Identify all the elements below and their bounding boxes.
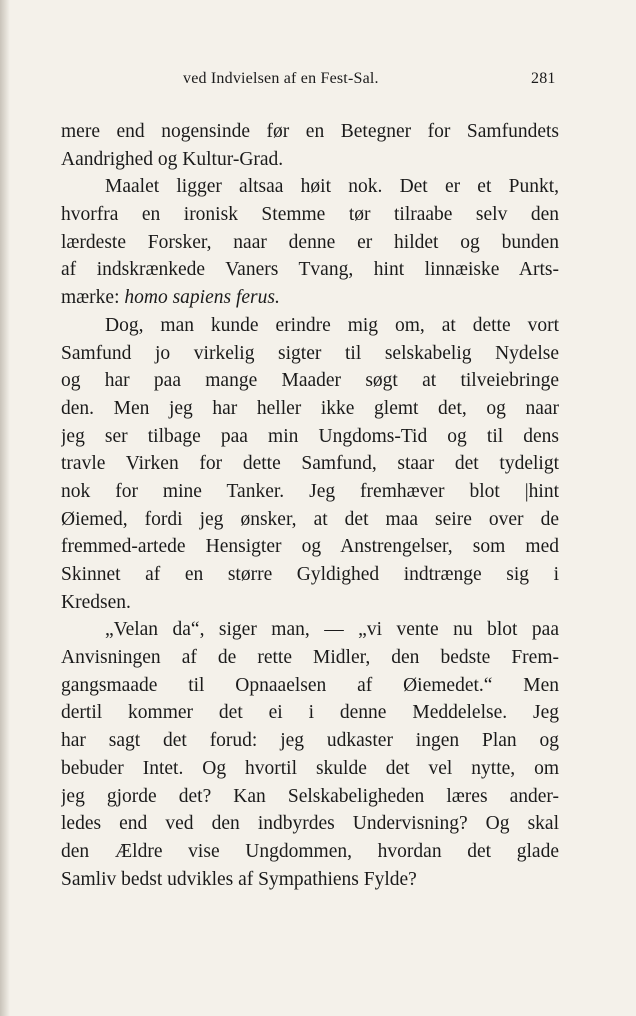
text-line: mere end nogensinde før en Betegner for Samfundets — [61, 121, 559, 142]
text-fragment: mærke: — [61, 287, 120, 309]
text-line: Kredsen. — [61, 591, 131, 613]
page-number: 281 — [531, 70, 556, 87]
italic-phrase: homo sapiens ferus. — [124, 287, 280, 309]
text-line: jeg gjorde det? Kan Selskabeligheden læres ander- — [61, 785, 559, 807]
text-line: og har paa mange Maader søgt at tilveiebringe — [61, 370, 559, 392]
binding-gutter-shadow — [0, 0, 10, 1016]
text-line: har sagt det forud: jeg udkaster ingen Plan og — [61, 730, 559, 752]
text-line: lærdeste Forsker, naar denne er hildet og bunden — [61, 231, 559, 253]
text-line: gangsmaade til Opnaaelsen af Øiemedet.“ Men — [61, 674, 559, 696]
text-line: Samfund jo virkelig sigter til selskabelig Nydelse — [61, 342, 559, 364]
running-head — [0, 70, 636, 94]
text-line: „Velan da“, siger man, — „vi vente nu blot paa — [105, 619, 559, 641]
text-line — [61, 284, 559, 312]
text-line: Aandrighed og Kultur-Grad. — [61, 148, 284, 170]
running-title: ved Indvielsen af en Fest-Sal. — [183, 70, 379, 87]
text-line: bebuder Intet. Og hvortil skulde det vel nytte, om — [61, 757, 559, 779]
text-line: travle Virken for dette Samfund, staar det tydeligt — [61, 453, 559, 475]
text-line: Samliv bedst udvikles af Sympathiens Fylde? — [61, 868, 417, 890]
text-line: Dog, man kunde erindre mig om, at dette vort — [105, 314, 559, 336]
text-line: af indskrænkede Vaners Tvang, hint linnæiske Arts- — [61, 259, 559, 281]
text-line: den. Men jeg har heller ikke glemt det, og naar — [61, 397, 559, 419]
text-line: jeg ser tilbage paa min Ungdoms-Tid og til dens — [61, 425, 559, 447]
text-line: Øiemed, fordi jeg ønsker, at det maa seire over de — [61, 508, 559, 530]
text-line: Skinnet af en større Gyldighed indtrænge sig i — [61, 564, 559, 585]
text-line: nok for mine Tanker. Jeg fremhæver blot |hint — [61, 480, 559, 502]
text-line: hvorfra en ironisk Stemme tør tilraabe selv den — [61, 204, 559, 226]
text-line: ledes end ved den indbyrdes Undervisning? Og skal — [61, 813, 559, 835]
text-line: den Ældre vise Ungdommen, hvordan det glade — [61, 840, 559, 862]
text-line: fremmed-artede Hensigter og Anstrengelser, som med — [61, 536, 559, 558]
text-line: Anvisningen af de rette Midler, den bedste Frem- — [61, 647, 559, 669]
body-text — [61, 118, 559, 893]
text-line: dertil kommer det ei i denne Meddelelse. Jeg — [61, 702, 559, 724]
text-line: Maalet ligger altsaa høit nok. Det er et Punkt, — [105, 176, 559, 198]
